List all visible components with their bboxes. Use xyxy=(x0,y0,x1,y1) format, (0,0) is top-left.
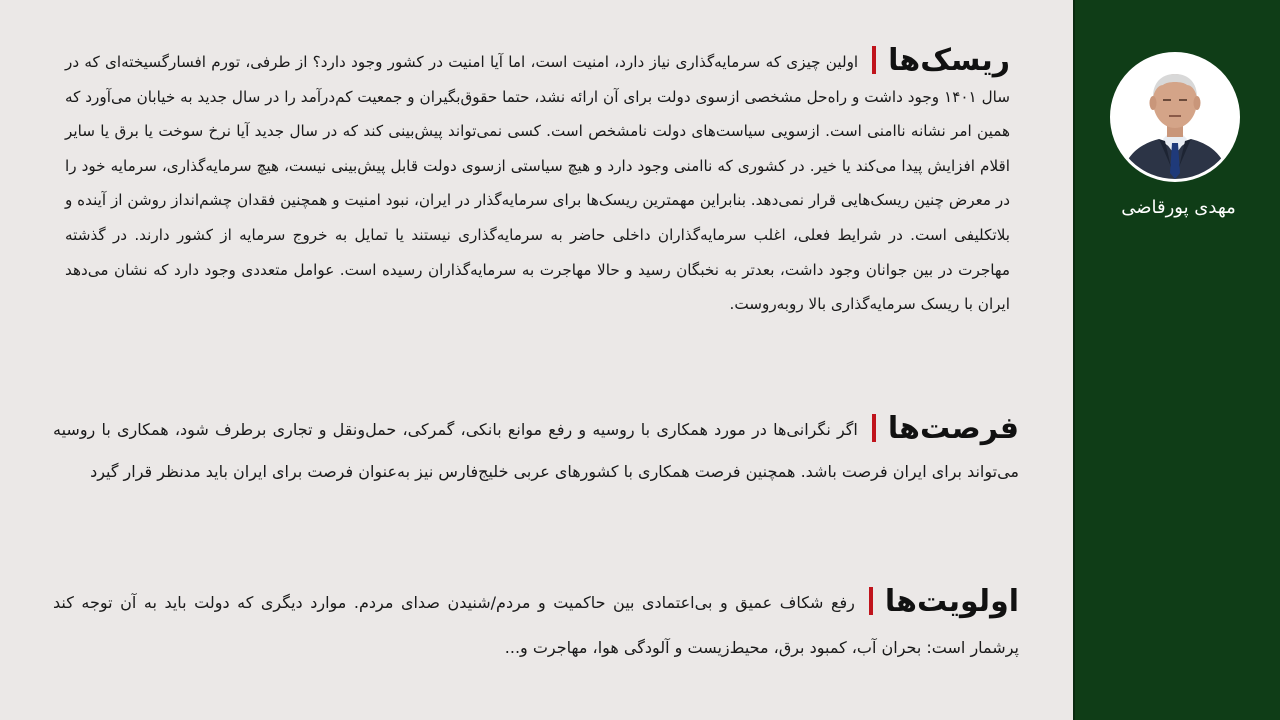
red-divider-bar xyxy=(869,587,873,615)
avatar xyxy=(1110,52,1240,182)
section-heading-risks: ریسک‌ها xyxy=(888,43,1010,78)
section-opportunities xyxy=(53,408,1019,492)
section-heading-opportunities: فرصت‌ها xyxy=(887,411,1019,446)
section-body-priorities: رفع شکاف عمیق و بی‌اعتمادی بین حاکمیت و مردم/شنیدن صدای مردم. موارد دیگری که دولت باید به آن توجه کند پرشمار است: بحران آب، کمبود برق، محیط‌زیست و آلودگی هوا، مهاجرت و... xyxy=(53,593,1019,657)
red-divider-bar xyxy=(872,414,876,442)
author-sidebar xyxy=(1073,0,1280,720)
section-body-risks: اولین چیزی که سرمایه‌گذاری نیاز دارد، امنیت است، اما آیا امنیت در کشور وجود دارد؟ از طرفی، تورم افسارگسیخته‌ای که در سال ۱۴۰۱ وجود داشت و راه‌حل مشخصی ازسوی دولت برای آن ارائه نشد، حتما حقوق‌بگیران و جمعیت کم‌درآمد را در سال جدید به خیابان می‌آورد که همین امر نشانه ناامنی است. ازسویی سیاست‌های دولت نامشخص است. کسی نمی‌تواند پیش‌بینی کند که در سال جدید آیا نرخ سوخت یا برق یا سایر اقلام افزایش پیدا می‌کند یا خیر. در کشوری که ناامنی وجود دارد و هیچ سیاستی ازسوی دولت قابل پیش‌بینی نیست، هیچ سرمایه‌گذاری، سرمایه خود را در معرض چنین ریسک‌هایی قرار نمی‌دهد. بنابراین مهمترین ریسک‌ها برای سرمایه‌گذار در ایران، نبود امنیت و همچنین فقدان چشم‌انداز روشن از آینده و بلاتکلیفی است. در شرایط فعلی، اغلب سرمایه‌گذاران داخلی حاضر به سرمایه‌گذاری نیستند یا تمایل به خروج سرمایه از کشور دارند. در گذشته مهاجرت در بین جوانان وجود داشت، بعدتر به نخبگان رسید و حالا مهاجرت به سرمایه‌گذاران رسیده است. عوامل متعددی وجود دارد که نشان می‌دهد ایران با ریسک سرمایه‌گذاری بالا روبه‌روست. xyxy=(65,53,1010,314)
section-priorities xyxy=(53,579,1019,670)
person-portrait-icon xyxy=(1113,55,1237,179)
section-heading-priorities: اولویت‌ها xyxy=(884,584,1019,619)
red-divider-bar xyxy=(872,46,876,74)
section-body-opportunities: اگر نگرانی‌ها در مورد همکاری با روسیه و رفع موانع بانکی، گمرکی، حمل‌ونقل و تجاری برطرف شود، همکاری با روسیه می‌تواند برای ایران فرصت باشد. همچنین فرصت همکاری با کشورهای عربی خلیج‌فارس نیز به‌عنوان فرصت برای ایران باید مدنظر قرار گیرد xyxy=(53,420,1019,481)
author-name: مهدی پورقاضی xyxy=(1121,197,1236,218)
section-risks xyxy=(65,44,1010,322)
